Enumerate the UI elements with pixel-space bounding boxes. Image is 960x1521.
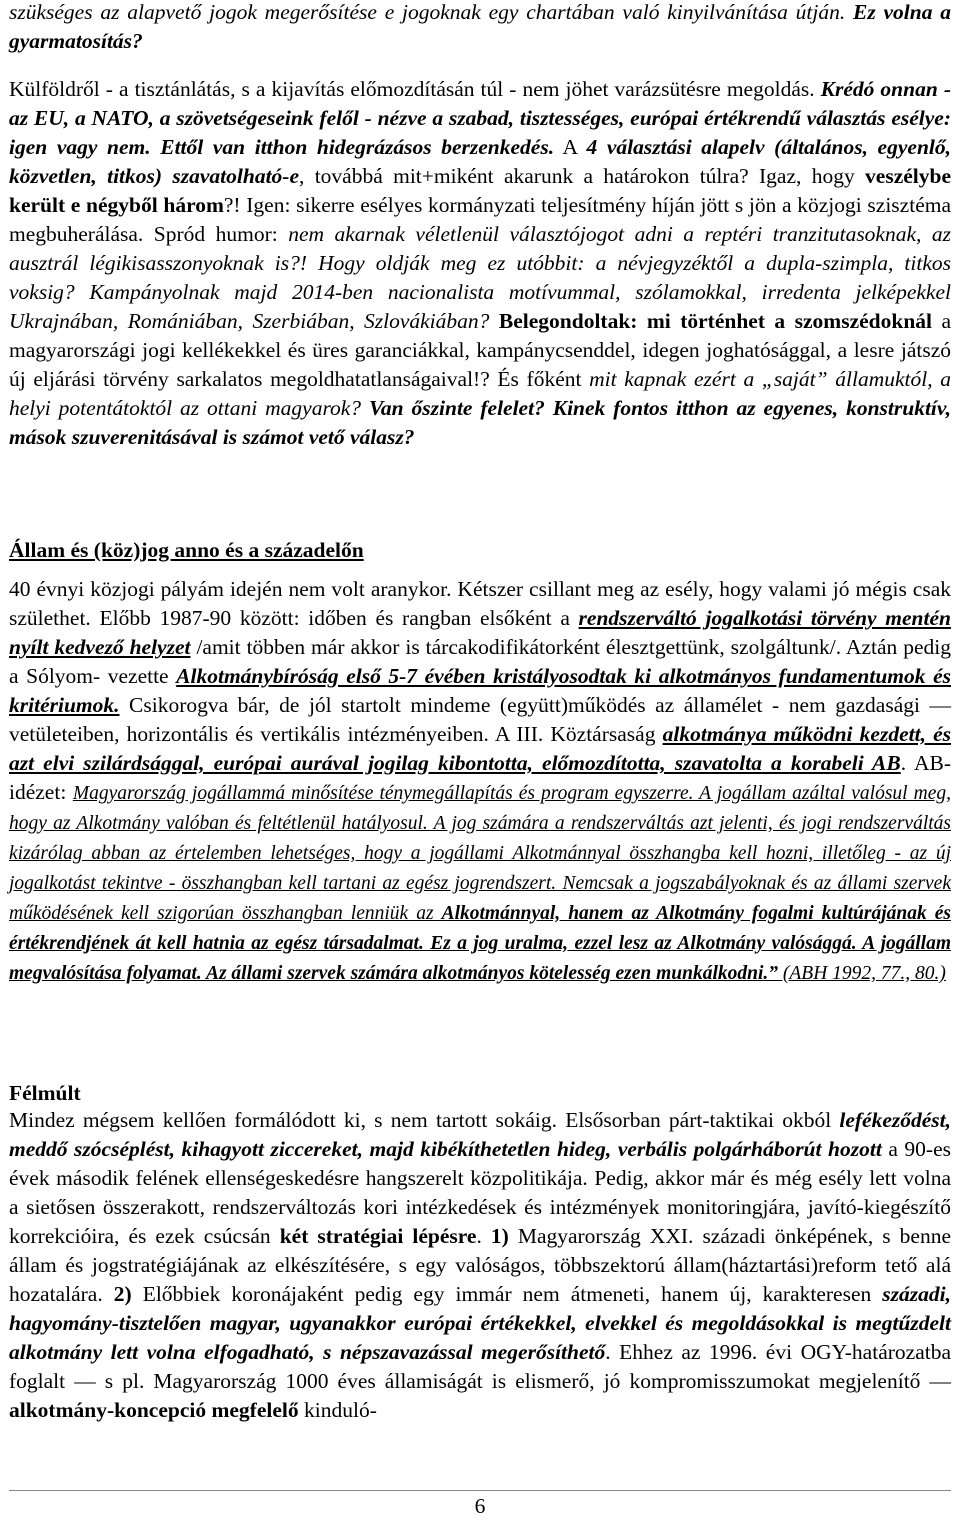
text-span: Krédó onnan - az EU, a NATO, a szövetségeseink felől - nézve a szabad, tisztességes, európai értékrendű választás esélye: igen vagy nem. Ettől van itthon hidegrázásos berzenkedés. [9,77,951,159]
text-span: 1) [490,1224,509,1248]
text-span [545,396,553,420]
text-span: szükséges az alapvető jogok megerősítése e jogoknak egy chartában [9,0,615,24]
paragraph-recent-past [9,1106,951,1425]
text-span: A [554,135,587,159]
text-span: 4 választási alapelv (általános, egyenlő, közvetlen, titkos) szavatolható-e [9,135,951,188]
text-span: kinduló- [298,1398,377,1422]
paragraph-foreign [9,75,951,452]
text-span: lefékeződést, meddő szócséplést, kihagyott ziccereket, majd kibékíthetetlen hideg, verbális polgárháborút hozott [9,1108,951,1161]
text-span: Mindez mégsem kellően formálódott ki, s nem tartott sokáig. Elsősorban párt-taktikai okból [9,1108,840,1132]
text-span: veszélybe került e négyből három [9,164,951,217]
section-heading-felmult: Félmúlt [9,1081,81,1105]
text-span: Csikorogva bár, de jól startolt mindeme (együtt)működés az államélet - nem gazdasági — vetületeiben, horizontális és vertikális intézményeiben. A III. Köztársaság [9,693,951,746]
text-span: a 90-es évek második felének ellenségeskedésre hangszerelt közpolitikája. Pedig, akkor már és még esély lett volna a sietősen összerakott, rendszerváltozás kori intézkedések és intézmények monitoringjára, javító-kiegészítő korrekcióira, és ezek csúcsán [9,1137,951,1248]
text-span: /amit többen már akkor is tárcakodifikátorként élesztgettünk, szolgáltunk/. Aztán pedig a Sólyom- vezette [9,635,951,688]
page-number: 6 [474,1494,486,1518]
quote-span: Magyarország jogállammá minősítése ténymegállapítás és program egyszerre. A jogállam azáltal valósul meg, hogy az Alkotmány valóban és feltétlenül hatályosul. A jog számára a rendszerváltás azt jelenti, és jogi rendszerváltás kizárólag abban az értelemben lehetséges, hogy a jogállami Alkotmánnyal összhangba kell hozni, illetőleg - az új jogalkotást tekintve - összhangban kell tartani az egész jogrendszert. [9,783,951,894]
text-span: Előbbiek koronájaként pedig egy immár nem átmeneti, hanem új, karakteresen [131,1282,883,1306]
text-span: . AB-idézet: [9,751,952,804]
text-span: alkotmány-koncepció megfelelő [9,1398,299,1422]
text-span: századi, hagyomány-tisztelően magyar, ugyanakkor európai értékekkel, elvekkel és megoldásokkal is megtűzdelt alkotmány lett volna elfogadható, s népszavazással megerősíthető [9,1282,951,1364]
text-span: nem akarnak véletlenül választójogot adni a reptéri tranzitutasoknak, az ausztrál légikisasszonyoknak is?! Hogy oldják meg ez utóbbit: a névjegyzéktől a dupla-szimpla, titkos voksig? Kampányolnak majd 2014-ben nacionalista motívummal, szólamokkal, irredenta jelképekkel Ukrajnában, Romániában, Szerbiában, Szlovákiában? [9,222,951,333]
footer-divider [9,1490,951,1491]
quote-span: Nemcsak a jogszabályoknak és az állami szervek működésének kell szigorúan összhangban lenniük az [9,873,951,924]
text-span: 2) [113,1282,132,1306]
text-span: rendszerváltó jogalkotási törvény mentén nyílt kedvező helyzet [9,606,951,659]
text-span: Alkotmánybíróság első 5-7 évében kristályosodtak ki alkotmányos fundamentumok és kritériumok. [9,664,951,717]
text-span: Belegondoltak: mi történhet a szomszédoknál [498,309,933,333]
text-span: Kinek fontos itthon az egyenes, konstruktív, mások szuverenitásával is számot vető válasz? [9,396,952,449]
paragraph-intro [9,0,951,56]
text-span: , továbbá mit+miként akarunk a határokon túlra? Igaz, hogy [299,164,866,188]
citation-span: (ABH 1992, 77., 80.) [778,963,946,984]
text-span: a magyarországi jogi kellékekkel és üres garanciákkal, kampánycsenddel, idegen joghatósággal, a lesre játszó új eljárási törvény sarkalatos megoldhatatlanságaival!? És főként [9,309,952,391]
text-span: alkotmánya működni kezdett, és azt elvi szilárdsággal, európai aurával jogilag kibontotta, előmozdította, szavatolta a korabeli AB [9,722,951,775]
text-span: két stratégiai lépésre [279,1224,477,1248]
text-span: Ez volna a gyarmatosítás? [9,0,952,53]
text-span: Külföldről - a tisztánlátás, s a kijavítás előmozdításán túl - nem jöhet varázsütésre megoldás. [9,77,821,101]
text-span: mit kapnak ezért a „saját” államuktól, a helyi potentátoktól az ottani magyarok? [9,367,951,420]
text-span: való kinyilvánítása útján. [614,0,853,24]
text-span: . Ehhez az 1996. évi OGY-határozatba foglalt — s pl. Magyarország 1000 éves államiságát is elismerő, jó kompromisszumokat megjelenítő — [9,1340,951,1393]
text-span: 40 évnyi közjogi pályám idején nem volt aranykor. Kétszer csillant meg az esély, hogy valami jó mégis csak születhet. Előbb 1987-90 között: időben és rangban elsőként a [9,577,951,630]
text-span: ?! Igen: sikerre esélyes kormányzati teljesítmény híján jött s jön a közjogi szisztéma megbuherálása. Spród humor: [9,193,951,246]
text-span: Magyarország XXI. századi önképének, s benne állam és jogstratégiájának az elkészítésére, s egy valóságos, többszektorú állam(háztartási)reform tető alá hozatalára. [9,1224,951,1306]
quote-span: Alkotmánnyal, hanem az Alkotmány fogalmi kultúrájának és értékrendjének át kell hatnia az egész társadalmat. Ez a jog uralma, ezzel lesz az Alkotmány valósággá. A jogállam megvalósítása folyamat. Az állami szervek számára alkotmányos kötelesség ezen munkálkodni.” [9,903,951,984]
text-span: Van őszinte felelet? [368,396,545,420]
text-span [361,396,369,420]
section-heading-allam: Állam és (köz)jog anno és a századelőn [9,538,364,562]
paragraph-career [9,575,951,988]
text-span [489,309,498,333]
text-span: . [476,1224,491,1248]
